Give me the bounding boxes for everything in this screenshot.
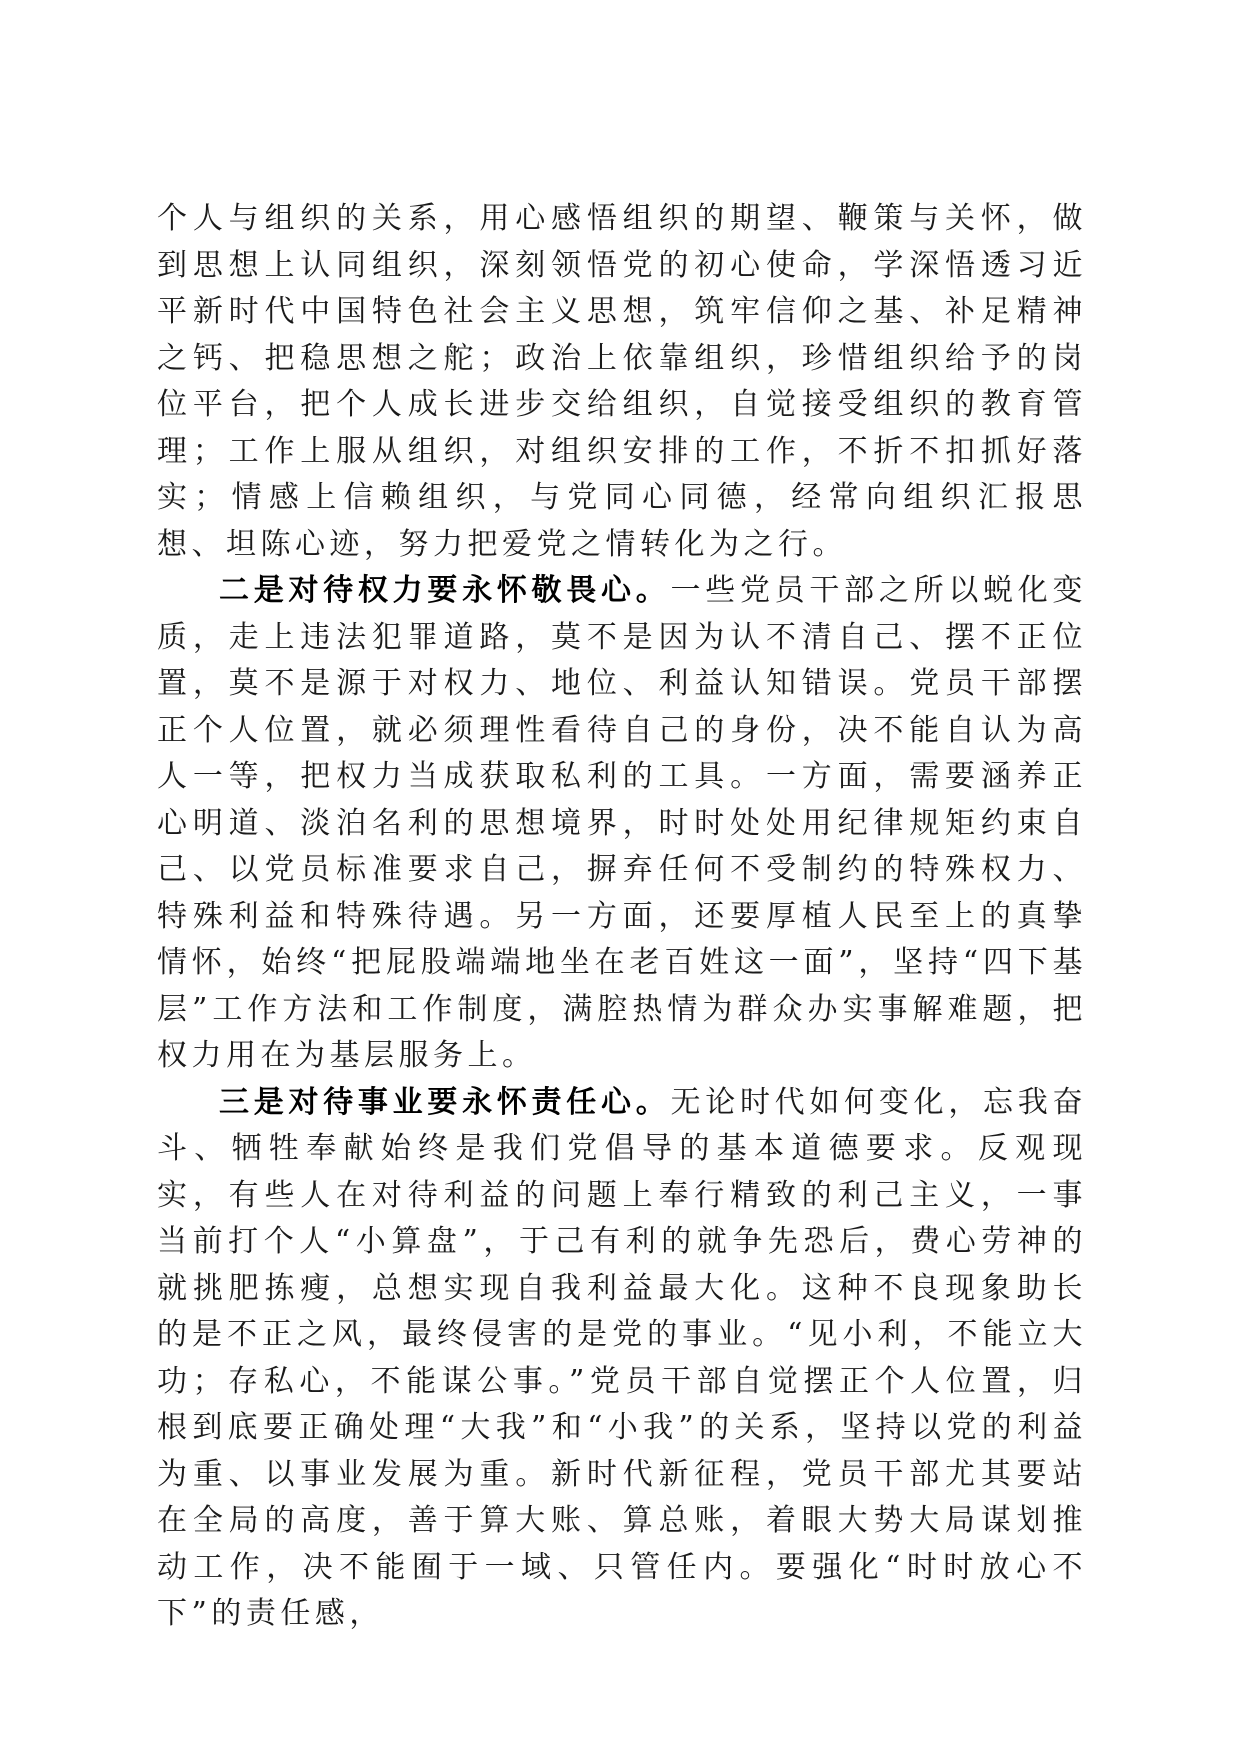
paragraph-continued	[157, 196, 1087, 568]
paragraph-career-responsibility	[157, 1080, 1087, 1638]
document-body	[157, 196, 1087, 1638]
paragraph-power-awe	[157, 568, 1087, 1080]
paragraph-body: 无论时代如何变化，忘我奋斗、牺牲奉献始终是我们党倡导的基本道德要求。反观现实，有些人在对待利益的问题上奉行精致的利己主义，一事当前打个人“小算盘”，于己有利的就争先恐后，费心劳神的就挑肥拣瘦，总想实现自我利益最大化。这种不良现象助长的是不正之风，最终侵害的是党的事业。“见小利，不能立大功；存私心，不能谋公事。”党员干部自觉摆正个人位置，归根到底要正确处理“大我”和“小我”的关系，坚持以党的利益为重、以事业发展为重。新时代新征程，党员干部尤其要站在全局的高度，善于算大账、算总账，着眼大势大局谋划推动工作，决不能囿于一域、只管任内。要强化“时时放心不下”的责任感，	[157, 1084, 1088, 1631]
paragraph-body: 个人与组织的关系，用心感悟组织的期望、鞭策与关怀，做到思想上认同组织，深刻领悟党的初心使命，学深悟透习近平新时代中国特色社会主义思想，筑牢信仰之基、补足精神之钙、把稳思想之舵；政治上依靠组织，珍惜组织给予的岗位平台，把个人成长进步交给组织，自觉接受组织的教育管理；工作上服从组织，对组织安排的工作，不折不扣抓好落实；情感上信赖组织，与党同心同德，经常向组织汇报思想、坦陈心迹，努力把爱党之情转化为之行。	[157, 201, 1087, 562]
paragraph-lead-heading: 二是对待权力要永怀敬畏心。	[219, 573, 671, 608]
paragraph-body: 一些党员干部之所以蜕化变质，走上违法犯罪道路，莫不是因为认不清自己、摆不正位置，莫不是源于对权力、地位、利益认知错误。党员干部摆正个人位置，就必须理性看待自己的身份，决不能自认为高人一等，把权力当成获取私利的工具。一方面，需要涵养正心明道、淡泊名利的思想境界，时时处处用纪律规矩约束自己、以党员标准要求自己，摒弃任何不受制约的特殊权力、特殊利益和特殊待遇。另一方面，还要厚植人民至上的真挚情怀，始终“把屁股端端地坐在老百姓这一面”，坚持“四下基层”工作方法和工作制度，满腔热情为群众办实事解难题，把权力用在为基层服务上。	[157, 573, 1088, 1073]
paragraph-lead-heading: 三是对待事业要永怀责任心。	[219, 1084, 671, 1120]
